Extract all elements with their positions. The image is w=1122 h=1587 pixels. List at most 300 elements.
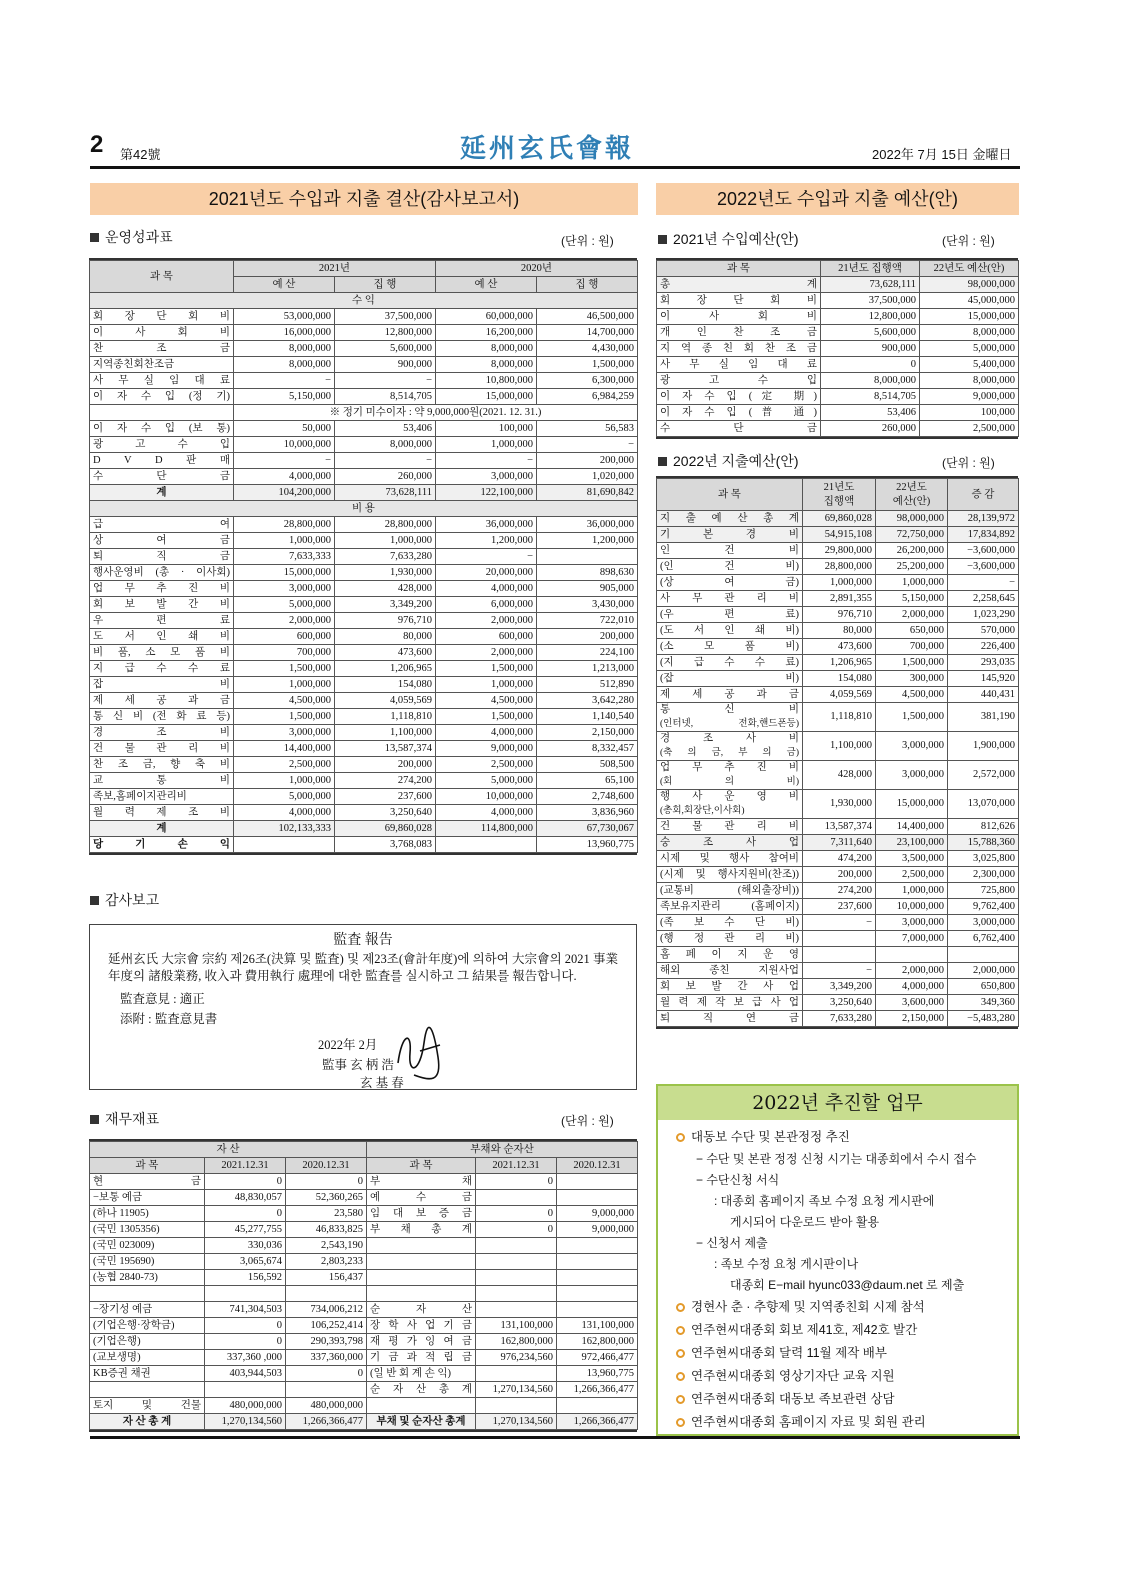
task-item: 연주현씨대종회 영상기자단 교육 지원 xyxy=(658,1365,1017,1388)
table-row xyxy=(90,677,638,693)
table-cell: 2,500,000 xyxy=(876,867,948,883)
table-cell xyxy=(476,1366,557,1382)
col-2020: 2020.12.31 xyxy=(557,1158,638,1174)
table-cell: 2,150,000 xyxy=(876,1011,948,1027)
table-cell: 72,750,000 xyxy=(876,527,948,543)
table-cell xyxy=(557,1270,638,1286)
table-row xyxy=(90,565,638,581)
note-cell: ※ 정기 미수이자 : 약 9,000,000원(2021. 12. 31.) xyxy=(234,405,638,421)
table-cell: 26,200,000 xyxy=(876,543,948,559)
table-row xyxy=(657,511,1019,527)
subject-cell: 기 본 경 비 xyxy=(657,527,803,543)
subject-cell: (국민 195690) xyxy=(90,1254,205,1270)
table-row xyxy=(657,687,1019,703)
footer-rule xyxy=(90,1436,1020,1439)
table-cell: 1,100,000 xyxy=(335,725,436,741)
table-cell: 154,080 xyxy=(335,677,436,693)
circle-bullet-icon xyxy=(676,1372,685,1381)
table-cell: 5,600,000 xyxy=(821,325,920,341)
table-cell: 2,000,000 xyxy=(948,963,1019,979)
subject-cell: (기업은행) xyxy=(90,1334,205,1350)
subject-cell: 숭 조 사 업 xyxy=(657,835,803,851)
table-cell: 4,000,000 xyxy=(876,979,948,995)
table-cell: 45,277,755 xyxy=(205,1222,286,1238)
settlement-banner: 2021년도 수입과 지출 결산(감사보고서) xyxy=(90,183,638,215)
table-cell: 200,000 xyxy=(335,757,436,773)
table-cell: 473,600 xyxy=(335,645,436,661)
table-cell: 741,304,503 xyxy=(205,1302,286,1318)
table-cell xyxy=(90,405,234,421)
table-cell: 14,400,000 xyxy=(876,819,948,835)
table-row xyxy=(90,613,638,629)
table-cell xyxy=(205,1382,286,1398)
table-row xyxy=(657,623,1019,639)
table-cell: 1,000,000 xyxy=(234,773,335,789)
table-row xyxy=(657,405,1019,421)
table-cell: 734,006,212 xyxy=(286,1302,367,1318)
table-cell xyxy=(557,1254,638,1270)
table-cell: 8,000,000 xyxy=(436,341,537,357)
table-row xyxy=(657,931,1019,947)
table-cell: 37,500,000 xyxy=(821,293,920,309)
table-row xyxy=(657,655,1019,671)
table-row xyxy=(657,703,1019,732)
table-cell: 0 xyxy=(476,1222,557,1238)
subject-cell: 이 자 수 입 (정 기) xyxy=(90,389,234,405)
table-cell: 1,023,290 xyxy=(948,607,1019,623)
table-cell: 5,000,000 xyxy=(436,773,537,789)
subject-cell: 이 사 회 비 xyxy=(90,325,234,341)
table-cell xyxy=(476,1398,557,1414)
table-cell: 145,920 xyxy=(948,671,1019,687)
table-row xyxy=(90,629,638,645)
subject-cell: (하나 11905) xyxy=(90,1206,205,1222)
table-cell: 16,000,000 xyxy=(234,325,335,341)
table-cell: 9,000,000 xyxy=(436,741,537,757)
table-row xyxy=(657,915,1019,931)
table-cell: 36,000,000 xyxy=(537,517,638,533)
table-cell: 1,000,000 xyxy=(436,437,537,453)
income-budget-table xyxy=(656,258,1018,439)
subject-cell: 제 세 공 과 금 xyxy=(90,693,234,709)
subject-cell: (족 보 수 단 비) xyxy=(657,915,803,931)
table-cell: 5,000,000 xyxy=(234,789,335,805)
table-row xyxy=(90,757,638,773)
audit-opinion: 監査意見 : 適正 xyxy=(120,992,205,1006)
table-cell: 508,500 xyxy=(537,757,638,773)
table-cell: − xyxy=(234,453,335,469)
table-cell: 473,600 xyxy=(803,639,876,655)
table-cell: 28,800,000 xyxy=(335,517,436,533)
subject-cell: 상 여 금 xyxy=(90,533,234,549)
table-cell: 0 xyxy=(205,1206,286,1222)
subject-cell xyxy=(367,1398,476,1414)
task-subitem: − 신청서 제출 xyxy=(696,1236,768,1250)
table-cell: 20,000,000 xyxy=(436,565,537,581)
table-cell: 54,915,108 xyxy=(803,527,876,543)
table-row xyxy=(90,1414,638,1430)
fin-table xyxy=(89,1139,637,1432)
subject-cell: 사 무 관 리 비 xyxy=(657,591,803,607)
table-cell: 2,000,000 xyxy=(436,645,537,661)
subject-cell xyxy=(367,1270,476,1286)
table-cell: 5,400,000 xyxy=(920,357,1019,373)
table-cell: 80,000 xyxy=(803,623,876,639)
table-cell: 600,000 xyxy=(234,629,335,645)
subject-cell: 사 무 실 임 대 료 xyxy=(90,373,234,389)
subject-cell: 회 보 발 간 사 업 xyxy=(657,979,803,995)
subject-cell: 사 무 실 임 대 료 xyxy=(657,357,821,373)
table-cell: 15,000,000 xyxy=(436,389,537,405)
total-label: 부채 및 순자산 총계 xyxy=(367,1414,476,1430)
table-row xyxy=(90,693,638,709)
subject-cell: 건 물 관 리 비 xyxy=(90,741,234,757)
table-cell: 1,270,134,560 xyxy=(476,1382,557,1398)
table-cell: 0 xyxy=(821,357,920,373)
table-cell: 15,788,360 xyxy=(948,835,1019,851)
table-row xyxy=(90,1302,638,1318)
table-cell: 1,000,000 xyxy=(335,533,436,549)
col-exec-21: 21년도 집행액 xyxy=(803,479,876,511)
subject-cell: 현 금 xyxy=(90,1174,205,1190)
table-cell xyxy=(205,1286,286,1302)
table-cell: 337,360,000 xyxy=(286,1350,367,1366)
table-cell xyxy=(557,1302,638,1318)
table-cell: − xyxy=(335,373,436,389)
audit-report-box xyxy=(89,924,637,1090)
subject-cell: 제 세 공 과 금 xyxy=(657,687,803,703)
table-row xyxy=(90,741,638,757)
unit-label: (단위 : 원) xyxy=(942,456,995,470)
circle-bullet-icon xyxy=(676,1133,685,1142)
square-bullet-icon xyxy=(90,896,99,905)
subject-cell: 광 고 수 입 xyxy=(90,437,234,453)
circle-bullet-icon xyxy=(676,1395,685,1404)
table-cell: 3,000,000 xyxy=(876,915,948,931)
subject-cell: (잡 비) xyxy=(657,671,803,687)
subject-cell: −장기성 예금 xyxy=(90,1302,205,1318)
table-cell: 1,100,000 xyxy=(803,732,876,761)
table-cell: 4,000,000 xyxy=(436,805,537,821)
table-cell: 13,587,374 xyxy=(803,819,876,835)
table-cell: 200,000 xyxy=(537,453,638,469)
table-cell: 349,360 xyxy=(948,995,1019,1011)
table-cell: 28,800,000 xyxy=(234,517,335,533)
subject-cell xyxy=(367,1238,476,1254)
table-cell: 1,118,810 xyxy=(803,703,876,732)
table-cell: 1,930,000 xyxy=(803,790,876,819)
table-cell: 3,000,000 xyxy=(436,469,537,485)
table-cell: 46,500,000 xyxy=(537,309,638,325)
table-cell: 4,059,569 xyxy=(803,687,876,703)
table-cell: 330,036 xyxy=(205,1238,286,1254)
table-cell: 15,000,000 xyxy=(876,790,948,819)
subject-cell: KB증권 채권 xyxy=(90,1366,205,1382)
col-2021: 2021.12.31 xyxy=(476,1158,557,1174)
col-subject: 과 목 xyxy=(90,261,234,293)
table-cell: 9,000,000 xyxy=(920,389,1019,405)
table-cell: 2,000,000 xyxy=(436,613,537,629)
table-cell: 1,500,000 xyxy=(436,709,537,725)
table-row xyxy=(90,581,638,597)
table-cell: 5,150,000 xyxy=(234,389,335,405)
table-cell: 1,930,000 xyxy=(335,565,436,581)
table-cell: 480,000,000 xyxy=(205,1398,286,1414)
table-cell: 900,000 xyxy=(335,357,436,373)
task-item: 연주현씨대종회 홈페이지 자료 및 회원 관리 xyxy=(658,1411,1017,1434)
table-cell: 65,100 xyxy=(537,773,638,789)
table-cell: − xyxy=(948,575,1019,591)
table-cell: 3,000,000 xyxy=(948,915,1019,931)
assets-header: 자 산 xyxy=(90,1142,367,1158)
table-row xyxy=(90,645,638,661)
table-cell: 1,266,366,477 xyxy=(286,1414,367,1430)
table-row xyxy=(657,790,1019,819)
subject-cell: 시제 및 행사 참여비 xyxy=(657,851,803,867)
table-cell: − xyxy=(537,437,638,453)
table-row xyxy=(657,373,1019,389)
table-row xyxy=(90,405,638,421)
subject-cell: 임 대 보 증 금 xyxy=(367,1206,476,1222)
subject-cell: 잡 비 xyxy=(90,677,234,693)
table-row xyxy=(657,851,1019,867)
subject-cell: 비 품, 소 모 품 비 xyxy=(90,645,234,661)
issue-number: 第42號 xyxy=(120,147,161,162)
table-cell: 1,500,000 xyxy=(234,661,335,677)
table-cell: 156,437 xyxy=(286,1270,367,1286)
table-cell: 1,270,134,560 xyxy=(476,1414,557,1430)
table-cell: 14,700,000 xyxy=(537,325,638,341)
table-cell: 102,133,333 xyxy=(234,821,335,837)
table-cell: 2,543,190 xyxy=(286,1238,367,1254)
table-cell: 650,800 xyxy=(948,979,1019,995)
table-cell: 5,600,000 xyxy=(335,341,436,357)
table-cell: 162,800,000 xyxy=(476,1334,557,1350)
tasks-title: 2022년 추진할 업무 xyxy=(658,1086,1017,1120)
table-cell: 9,762,400 xyxy=(948,899,1019,915)
table-cell: 3,065,674 xyxy=(205,1254,286,1270)
table-cell: 131,100,000 xyxy=(557,1318,638,1334)
table-cell: 6,300,000 xyxy=(537,373,638,389)
table-cell: 5,000,000 xyxy=(920,341,1019,357)
table-cell: 3,025,800 xyxy=(948,851,1019,867)
table-cell: 1,500,000 xyxy=(436,661,537,677)
table-row xyxy=(90,501,638,517)
subject-cell: (상 여 금) xyxy=(657,575,803,591)
table-cell: 15,000,000 xyxy=(920,309,1019,325)
subject-cell: (교통비 (해외출장비)) xyxy=(657,883,803,899)
subject-cell: (인 건 비) xyxy=(657,559,803,575)
table-row xyxy=(90,549,638,565)
table-cell: 28,800,000 xyxy=(803,559,876,575)
subject-cell xyxy=(367,1286,476,1302)
table-cell: 10,000,000 xyxy=(876,899,948,915)
subject-cell: 회 보 발 간 비 xyxy=(90,597,234,613)
table-cell: 3,600,000 xyxy=(876,995,948,1011)
table-cell: 2,000,000 xyxy=(234,613,335,629)
table-cell xyxy=(803,947,876,963)
table-cell xyxy=(476,1254,557,1270)
table-cell: 5,150,000 xyxy=(876,591,948,607)
table-cell: 73,628,111 xyxy=(821,277,920,293)
table-cell: 10,800,000 xyxy=(436,373,537,389)
table-row xyxy=(90,1190,638,1206)
task-subitem: 대종회 E−mail hyunc033@daum.net 로 제출 xyxy=(730,1278,965,1292)
table-cell: 1,200,000 xyxy=(436,533,537,549)
subject-cell: 찬 조 금 xyxy=(90,341,234,357)
subject-cell: 이 사 회 비 xyxy=(657,309,821,325)
table-cell: 3,430,000 xyxy=(537,597,638,613)
table-cell: 15,000,000 xyxy=(234,565,335,581)
table-cell: 8,000,000 xyxy=(335,437,436,453)
subject-cell: 퇴 직 연 금 xyxy=(657,1011,803,1027)
table-cell: 725,800 xyxy=(948,883,1019,899)
task-subitem: − 수단 및 본관 정정 신청 시기는 대종회에서 수시 접수 xyxy=(696,1152,977,1166)
task-item: 연주현씨대종회 대동보 족보관련 상담 xyxy=(658,1388,1017,1411)
subject-cell: 부 채 총 계 xyxy=(367,1222,476,1238)
table-cell: 8,000,000 xyxy=(234,357,335,373)
col-2020: 2020년 xyxy=(436,261,638,277)
table-cell: 6,984,259 xyxy=(537,389,638,405)
income-budget-title: 2021년 수입예산(안) xyxy=(658,229,799,249)
table-cell: 274,200 xyxy=(335,773,436,789)
table-row xyxy=(90,1270,638,1286)
table-row xyxy=(90,325,638,341)
table-cell: 700,000 xyxy=(234,645,335,661)
table-cell: 2,000,000 xyxy=(876,963,948,979)
subject-cell: 통 신 비 (전 화 료 등) xyxy=(90,709,234,725)
total-label: 계 xyxy=(90,821,234,837)
table-cell: 69,860,028 xyxy=(803,511,876,527)
table-cell: 474,200 xyxy=(803,851,876,867)
net-label: 당 기 손 익 xyxy=(90,837,234,853)
table-row xyxy=(90,821,638,837)
budget-banner: 2022년도 수입과 지출 예산(안) xyxy=(656,183,1019,215)
table-cell: 900,000 xyxy=(821,341,920,357)
table-cell: − xyxy=(436,549,537,565)
table-cell: 1,118,810 xyxy=(335,709,436,725)
table-cell: 600,000 xyxy=(436,629,537,645)
square-bullet-icon xyxy=(658,235,667,244)
table-cell: 1,000,000 xyxy=(876,575,948,591)
subject-cell: 경 조 비 xyxy=(90,725,234,741)
table-cell: 1,200,000 xyxy=(537,533,638,549)
table-row xyxy=(90,725,638,741)
subject-cell: 지 역 종 친 회 찬 조 금 xyxy=(657,341,821,357)
table-cell: 2,000,000 xyxy=(876,607,948,623)
ops-table xyxy=(89,258,637,855)
table-row xyxy=(657,867,1019,883)
table-row xyxy=(90,597,638,613)
subject-cell: 예 수 금 xyxy=(367,1190,476,1206)
table-cell xyxy=(476,1302,557,1318)
task-subitem: 게시되어 다운로드 받아 활용 xyxy=(730,1215,880,1229)
task-item: 연주현씨대종회 달력 11월 제작 배부 xyxy=(658,1342,1017,1365)
table-cell: 290,393,798 xyxy=(286,1334,367,1350)
table-row xyxy=(657,732,1019,761)
subject-cell: 업 무 추 진 비 (회 의 비) xyxy=(657,761,803,790)
circle-bullet-icon xyxy=(676,1418,685,1427)
table-cell: 2,258,645 xyxy=(948,591,1019,607)
subject-cell: 퇴 직 금 xyxy=(90,549,234,565)
table-cell: 4,059,569 xyxy=(335,693,436,709)
col-2021: 2021.12.31 xyxy=(205,1158,286,1174)
table-cell: 2,572,000 xyxy=(948,761,1019,790)
col-2020: 2020.12.31 xyxy=(286,1158,367,1174)
table-cell: 52,360,265 xyxy=(286,1190,367,1206)
table-cell: 480,000,000 xyxy=(286,1398,367,1414)
subject-cell: (농협 2840-73) xyxy=(90,1270,205,1286)
subject-cell: 급 여 xyxy=(90,517,234,533)
table-cell: 200,000 xyxy=(803,867,876,883)
subject-cell: (교보생명) xyxy=(90,1350,205,1366)
table-cell: 300,000 xyxy=(876,671,948,687)
table-row xyxy=(90,1334,638,1350)
table-cell: −3,600,000 xyxy=(948,559,1019,575)
auditor-1: 監事 玄 柄 浩 xyxy=(322,1058,394,1072)
audit-date: 2022年 2月 xyxy=(318,1038,378,1052)
table-cell: 2,891,355 xyxy=(803,591,876,607)
table-cell: − xyxy=(436,453,537,469)
table-row xyxy=(90,789,638,805)
table-cell: 3,250,640 xyxy=(803,995,876,1011)
tasks-box xyxy=(656,1084,1019,1436)
subject-cell: (일 반 회 계 손 익) xyxy=(367,1366,476,1382)
table-row xyxy=(657,357,1019,373)
expense-budget-table xyxy=(656,476,1018,1029)
table-cell: 1,500,000 xyxy=(876,655,948,671)
header-rule xyxy=(90,166,1020,169)
table-row xyxy=(657,761,1019,790)
subject-cell: 부 채 xyxy=(367,1174,476,1190)
table-cell: 570,000 xyxy=(948,623,1019,639)
table-row xyxy=(90,373,638,389)
table-cell: 9,000,000 xyxy=(557,1206,638,1222)
table-cell: 0 xyxy=(476,1174,557,1190)
table-cell: 226,400 xyxy=(948,639,1019,655)
table-row xyxy=(657,325,1019,341)
table-cell xyxy=(557,1174,638,1190)
table-cell: 1,020,000 xyxy=(537,469,638,485)
table-row xyxy=(90,485,638,501)
table-cell: 3,836,960 xyxy=(537,805,638,821)
table-cell: 3,349,200 xyxy=(803,979,876,995)
table-cell: 274,200 xyxy=(803,883,876,899)
subject-cell: 행 사 운 영 비 (총회,회장단,이사회) xyxy=(657,790,803,819)
table-row xyxy=(657,575,1019,591)
table-row xyxy=(657,591,1019,607)
table-cell: 16,200,000 xyxy=(436,325,537,341)
table-cell: 1,000,000 xyxy=(436,677,537,693)
table-cell: 10,000,000 xyxy=(436,789,537,805)
table-cell: 156,592 xyxy=(205,1270,286,1286)
table-cell: 1,000,000 xyxy=(876,883,948,899)
task-item: 대동보 수단 및 본관정정 추진 xyxy=(658,1126,1017,1149)
table-cell: 12,800,000 xyxy=(821,309,920,325)
table-cell xyxy=(557,1398,638,1414)
table-row xyxy=(657,963,1019,979)
table-cell: 23,580 xyxy=(286,1206,367,1222)
table-cell: 154,080 xyxy=(803,671,876,687)
table-cell: 23,100,000 xyxy=(876,835,948,851)
table-cell xyxy=(948,947,1019,963)
table-cell: 4,430,000 xyxy=(537,341,638,357)
table-cell: 131,100,000 xyxy=(476,1318,557,1334)
table-row xyxy=(90,1174,638,1190)
table-row xyxy=(657,979,1019,995)
table-cell: 4,000,000 xyxy=(436,725,537,741)
task-subitem: : 족보 수정 요청 게시판이나 xyxy=(714,1257,859,1271)
